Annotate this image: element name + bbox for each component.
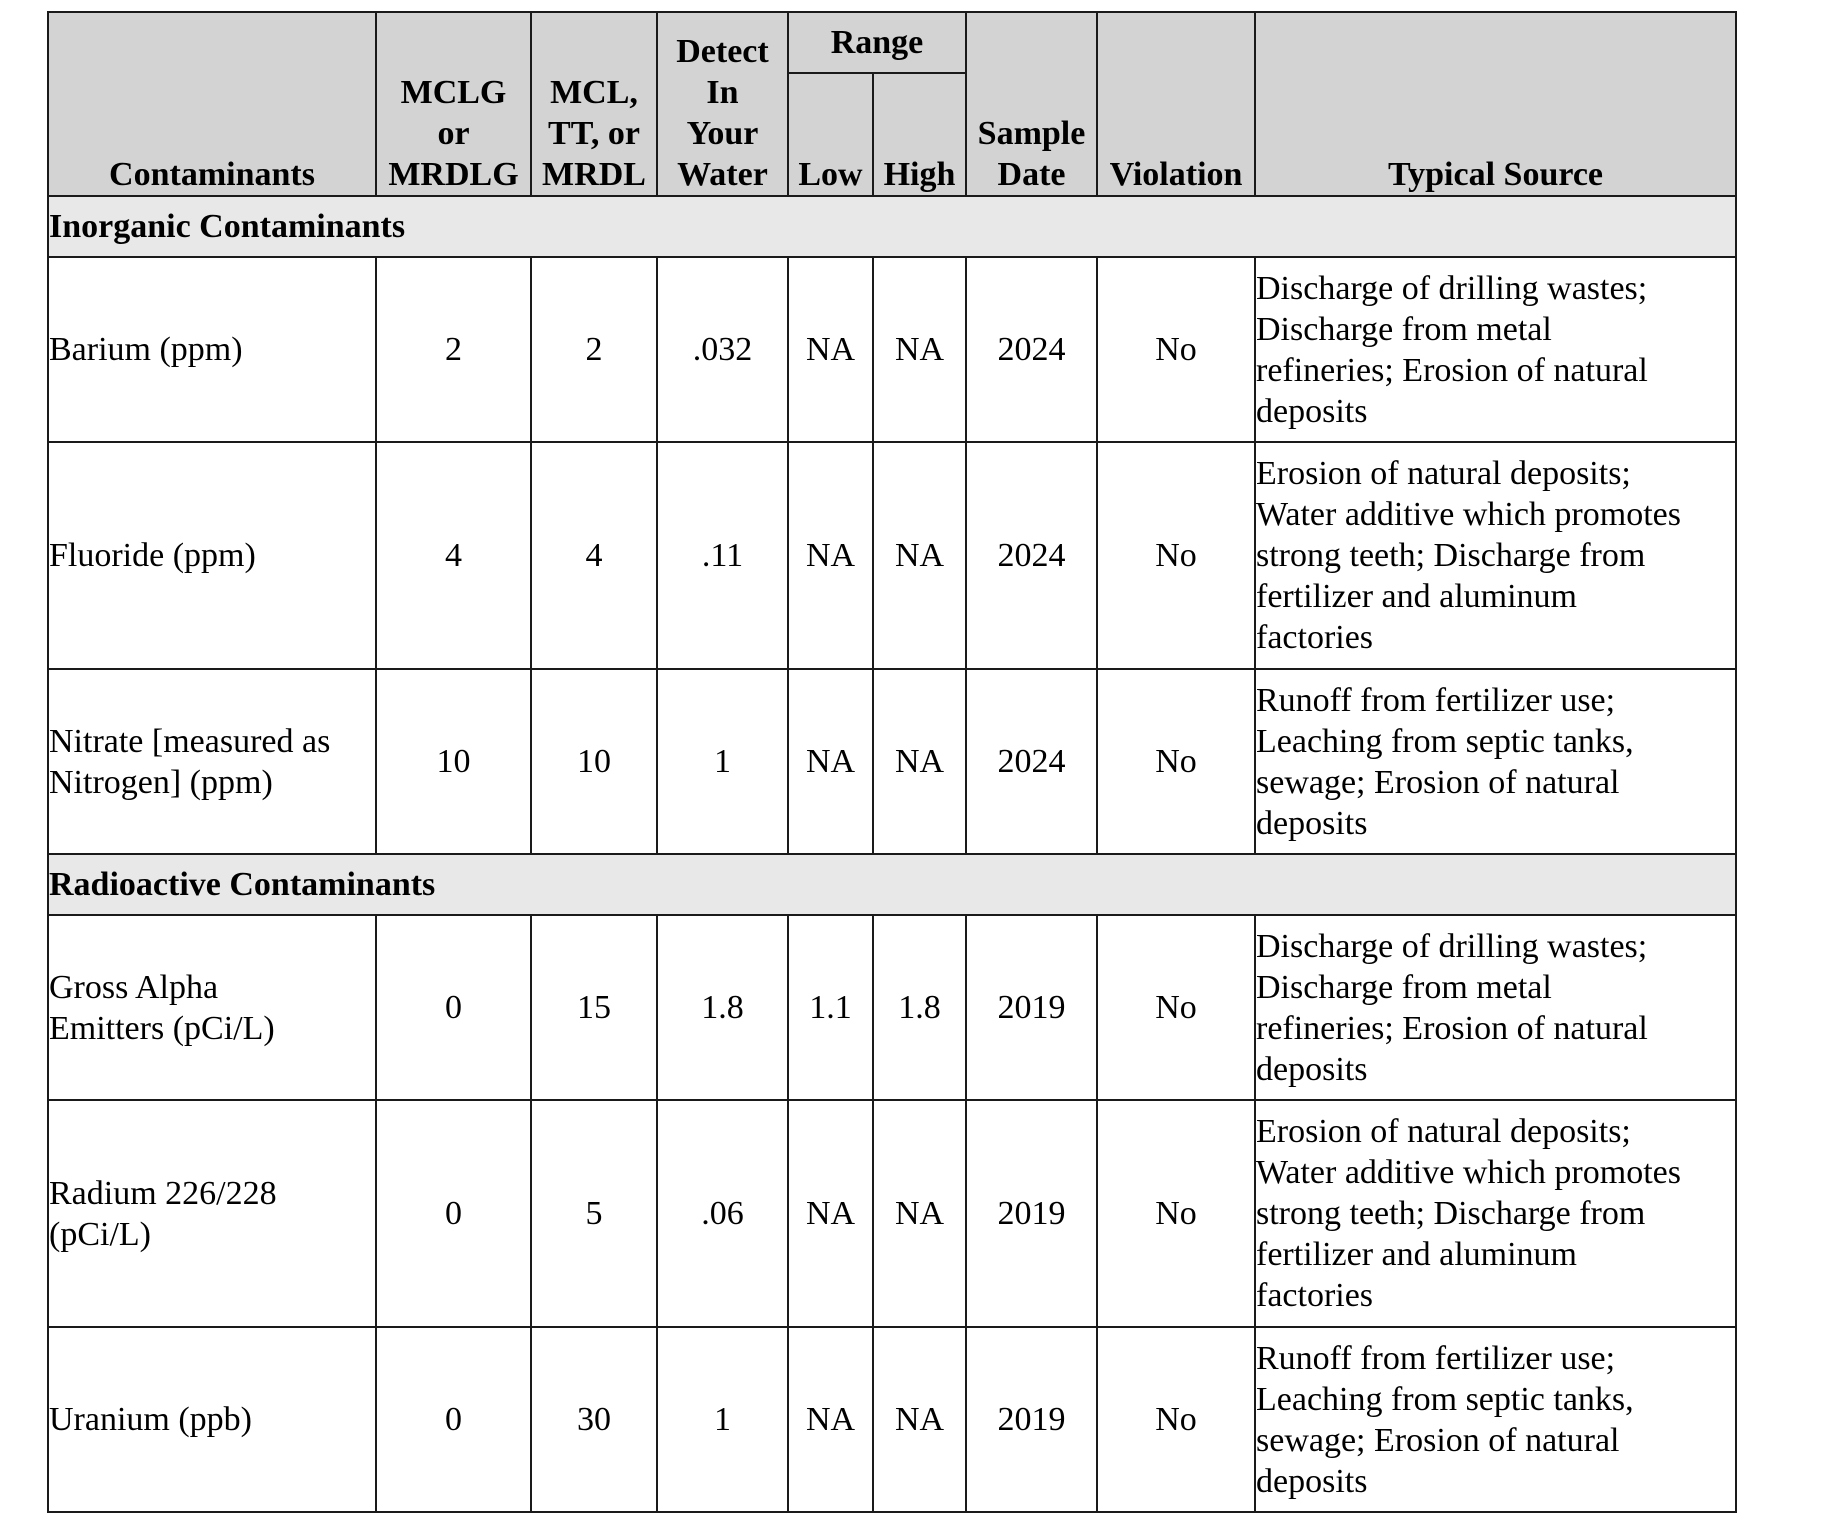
contaminant-name-line: Nitrate [measured as xyxy=(49,722,331,760)
range-low-value: NA xyxy=(788,1327,873,1512)
typical-source-line: Discharge from metal xyxy=(1256,310,1552,348)
section-header-row xyxy=(48,854,1736,915)
typical-source xyxy=(1255,915,1736,1100)
table-row xyxy=(48,1327,1736,1512)
section-header-row xyxy=(48,196,1736,257)
typical-source-line: factories xyxy=(1256,1277,1374,1315)
table-row xyxy=(48,669,1736,854)
sample-date-value: 2024 xyxy=(966,442,1097,669)
typical-source-line: fertilizer and aluminum xyxy=(1256,578,1577,616)
typical-source-line: Discharge from metal xyxy=(1256,968,1552,1006)
header-typical-source: Typical Source xyxy=(1255,12,1736,196)
violation-value: No xyxy=(1097,1327,1255,1512)
typical-source-line: Water additive which promotes xyxy=(1256,1154,1681,1192)
mcl-value: 5 xyxy=(531,1100,657,1327)
typical-source-line: fertilizer and aluminum xyxy=(1256,1236,1577,1274)
contaminant-name xyxy=(48,1327,376,1512)
typical-source-line: Erosion of natural deposits; xyxy=(1256,455,1631,493)
sample-date-value: 2024 xyxy=(966,257,1097,442)
section-title: Inorganic Contaminants xyxy=(48,196,1736,257)
violation-value: No xyxy=(1097,1100,1255,1327)
sample-date-value: 2019 xyxy=(966,1327,1097,1512)
sample-date-value: 2019 xyxy=(966,915,1097,1100)
typical-source-line: Leaching from septic tanks, xyxy=(1256,722,1634,760)
contaminant-name xyxy=(48,669,376,854)
typical-source-line: refineries; Erosion of natural xyxy=(1256,351,1648,389)
typical-source-line: deposits xyxy=(1256,804,1368,842)
header-range-high: High xyxy=(873,73,966,196)
typical-source-line: deposits xyxy=(1256,392,1368,430)
typical-source-line: strong teeth; Discharge from xyxy=(1256,1195,1646,1233)
typical-source xyxy=(1255,442,1736,669)
mclg-value: 10 xyxy=(376,669,531,854)
header-mclg: MCLG or MRDLG xyxy=(376,12,531,196)
table-body xyxy=(48,196,1736,1512)
typical-source-line: strong teeth; Discharge from xyxy=(1256,537,1646,575)
mcl-value: 4 xyxy=(531,442,657,669)
table-header xyxy=(48,12,1736,196)
typical-source-line: Runoff from fertilizer use; xyxy=(1256,681,1616,719)
typical-source-line: factories xyxy=(1256,619,1374,657)
mcl-value: 2 xyxy=(531,257,657,442)
violation-value: No xyxy=(1097,257,1255,442)
mclg-value: 0 xyxy=(376,915,531,1100)
typical-source-line: sewage; Erosion of natural xyxy=(1256,1421,1620,1459)
range-low-value: NA xyxy=(788,442,873,669)
contaminant-name-line: Uranium (ppb) xyxy=(49,1401,253,1439)
contaminant-name-line: Gross Alpha xyxy=(49,968,219,1006)
typical-source-line: Discharge of drilling wastes; xyxy=(1256,927,1648,965)
typical-source-line: deposits xyxy=(1256,1050,1368,1088)
header-sample-date: Sample Date xyxy=(966,12,1097,196)
header-range-low: Low xyxy=(788,73,873,196)
contaminant-name xyxy=(48,442,376,669)
violation-value: No xyxy=(1097,915,1255,1100)
header-range: Range xyxy=(788,12,966,73)
detect-value: 1 xyxy=(657,669,788,854)
range-high-value: NA xyxy=(873,257,966,442)
typical-source-line: Leaching from septic tanks, xyxy=(1256,1380,1634,1418)
typical-source xyxy=(1255,669,1736,854)
range-high-value: NA xyxy=(873,442,966,669)
typical-source xyxy=(1255,1100,1736,1327)
contaminant-name xyxy=(48,1100,376,1327)
range-high-value: NA xyxy=(873,1100,966,1327)
typical-source-line: sewage; Erosion of natural xyxy=(1256,763,1620,801)
mclg-value: 4 xyxy=(376,442,531,669)
contaminant-name-line: Emitters (pCi/L) xyxy=(49,1009,275,1047)
contaminant-name-line: Fluoride (ppm) xyxy=(49,537,256,575)
contaminant-name xyxy=(48,915,376,1100)
header-detect: Detect In Your Water xyxy=(657,12,788,196)
mcl-value: 10 xyxy=(531,669,657,854)
detect-value: .032 xyxy=(657,257,788,442)
typical-source-line: Runoff from fertilizer use; xyxy=(1256,1339,1616,1377)
mcl-value: 30 xyxy=(531,1327,657,1512)
contaminant-name xyxy=(48,257,376,442)
violation-value: No xyxy=(1097,669,1255,854)
detect-value: 1 xyxy=(657,1327,788,1512)
typical-source-line: refineries; Erosion of natural xyxy=(1256,1009,1648,1047)
typical-source xyxy=(1255,257,1736,442)
contaminant-name-line: (pCi/L) xyxy=(49,1215,151,1253)
typical-source-line: Erosion of natural deposits; xyxy=(1256,1113,1631,1151)
contaminant-name-line: Barium (ppm) xyxy=(49,331,243,369)
sample-date-value: 2024 xyxy=(966,669,1097,854)
table-row xyxy=(48,1100,1736,1327)
mclg-value: 2 xyxy=(376,257,531,442)
contaminant-name-line: Radium 226/228 xyxy=(49,1174,277,1212)
table-row xyxy=(48,442,1736,669)
range-low-value: NA xyxy=(788,669,873,854)
range-low-value: 1.1 xyxy=(788,915,873,1100)
typical-source-line: Water additive which promotes xyxy=(1256,496,1681,534)
typical-source-line: deposits xyxy=(1256,1462,1368,1500)
range-high-value: NA xyxy=(873,669,966,854)
header-contaminants: Contaminants xyxy=(48,12,376,196)
sample-date-value: 2019 xyxy=(966,1100,1097,1327)
range-high-value: 1.8 xyxy=(873,915,966,1100)
section-title: Radioactive Contaminants xyxy=(48,854,1736,915)
range-low-value: NA xyxy=(788,1100,873,1327)
header-mcl: MCL, TT, or MRDL xyxy=(531,12,657,196)
mclg-value: 0 xyxy=(376,1100,531,1327)
typical-source xyxy=(1255,1327,1736,1512)
range-low-value: NA xyxy=(788,257,873,442)
detect-value: 1.8 xyxy=(657,915,788,1100)
header-violation: Violation xyxy=(1097,12,1255,196)
detect-value: .11 xyxy=(657,442,788,669)
mclg-value: 0 xyxy=(376,1327,531,1512)
range-high-value: NA xyxy=(873,1327,966,1512)
mcl-value: 15 xyxy=(531,915,657,1100)
detect-value: .06 xyxy=(657,1100,788,1327)
table-row xyxy=(48,915,1736,1100)
contaminants-table xyxy=(47,11,1737,1513)
table-row xyxy=(48,257,1736,442)
violation-value: No xyxy=(1097,442,1255,669)
contaminant-name-line: Nitrogen] (ppm) xyxy=(49,763,273,801)
typical-source-line: Discharge of drilling wastes; xyxy=(1256,269,1648,307)
